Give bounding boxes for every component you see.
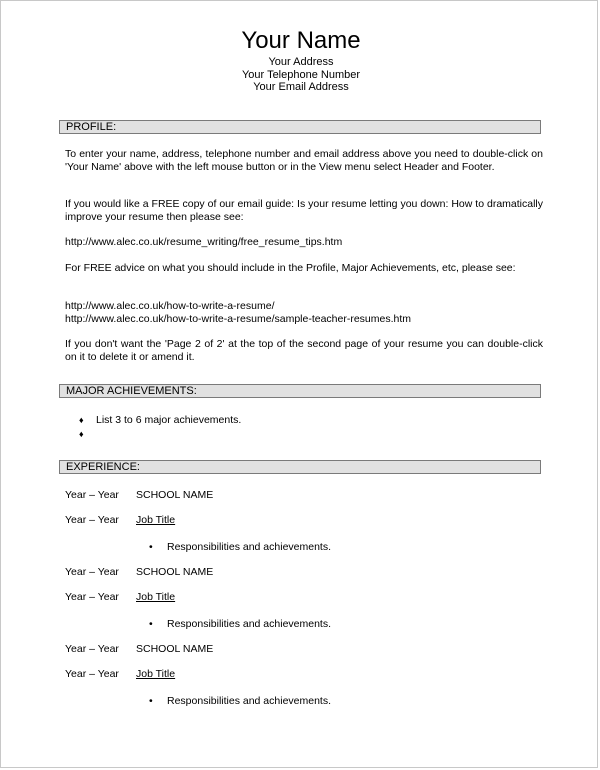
- section-experience-heading: EXPERIENCE:: [59, 460, 541, 474]
- responsibility-text: Responsibilities and achievements.: [167, 618, 332, 630]
- bullet-icon: •: [149, 541, 153, 553]
- experience-years: Year – Year: [65, 591, 119, 603]
- profile-paragraph-3: For FREE advice on what you should include in the Profile, Major Achievements, etc, please see:: [65, 262, 516, 274]
- experience-years: Year – Year: [65, 566, 119, 578]
- achievement-text: List 3 to 6 major achievements.: [96, 414, 242, 426]
- experience-school-row: [65, 643, 213, 656]
- profile-link-1[interactable]: http://www.alec.co.uk/resume_writing/free_resume_tips.htm: [65, 236, 343, 248]
- header-email[interactable]: Your Email Address: [253, 81, 349, 93]
- experience-job-row: [65, 668, 175, 681]
- job-title: Job Title: [136, 591, 176, 603]
- diamond-bullet-icon: ♦: [79, 415, 84, 425]
- header-address[interactable]: Your Address: [268, 56, 334, 68]
- experience-years: Year – Year: [65, 489, 119, 501]
- school-name: SCHOOL NAME: [136, 489, 214, 501]
- job-title: Job Title: [136, 514, 176, 526]
- bullet-icon: •: [149, 618, 153, 630]
- job-title: Job Title: [136, 668, 176, 680]
- profile-link-3[interactable]: http://www.alec.co.uk/how-to-write-a-resume/sample-teacher-resumes.htm: [65, 313, 412, 325]
- responsibility-text: Responsibilities and achievements.: [167, 541, 332, 553]
- experience-school-row: [65, 566, 213, 579]
- achievement-item: [79, 428, 96, 441]
- bullet-icon: •: [149, 695, 153, 707]
- responsibility-item: [149, 618, 331, 631]
- responsibility-text: Responsibilities and achievements.: [167, 695, 332, 707]
- experience-years: Year – Year: [65, 514, 119, 526]
- profile-paragraph-1: To enter your name, address, telephone number and email address above you need to double-click on 'Your Name' above with the left mouse button or in the View menu select Header and Footer.: [65, 148, 543, 173]
- school-name: SCHOOL NAME: [136, 643, 214, 655]
- header-name[interactable]: Your Name: [241, 27, 361, 54]
- responsibility-item: [149, 695, 331, 708]
- experience-job-row: [65, 514, 175, 527]
- school-name: SCHOOL NAME: [136, 566, 214, 578]
- achievement-item: [79, 414, 241, 427]
- section-profile-heading: PROFILE:: [59, 120, 541, 134]
- experience-job-row: [65, 591, 175, 604]
- header-telephone[interactable]: Your Telephone Number: [241, 69, 361, 81]
- experience-years: Year – Year: [65, 668, 119, 680]
- experience-school-row: [65, 489, 213, 502]
- responsibility-item: [149, 541, 331, 554]
- diamond-bullet-icon: ♦: [79, 429, 84, 439]
- profile-paragraph-4: If you don't want the 'Page 2 of 2' at the top of the second page of your resume you can double-click on it to delete it or amend it.: [65, 338, 543, 363]
- section-achievements-heading: MAJOR ACHIEVEMENTS:: [59, 384, 541, 398]
- experience-years: Year – Year: [65, 643, 119, 655]
- profile-paragraph-2: If you would like a FREE copy of our email guide: Is your resume letting you down: How to dramatically improve your resume then please see:: [65, 198, 543, 223]
- profile-link-2[interactable]: http://www.alec.co.uk/how-to-write-a-resume/: [65, 300, 275, 312]
